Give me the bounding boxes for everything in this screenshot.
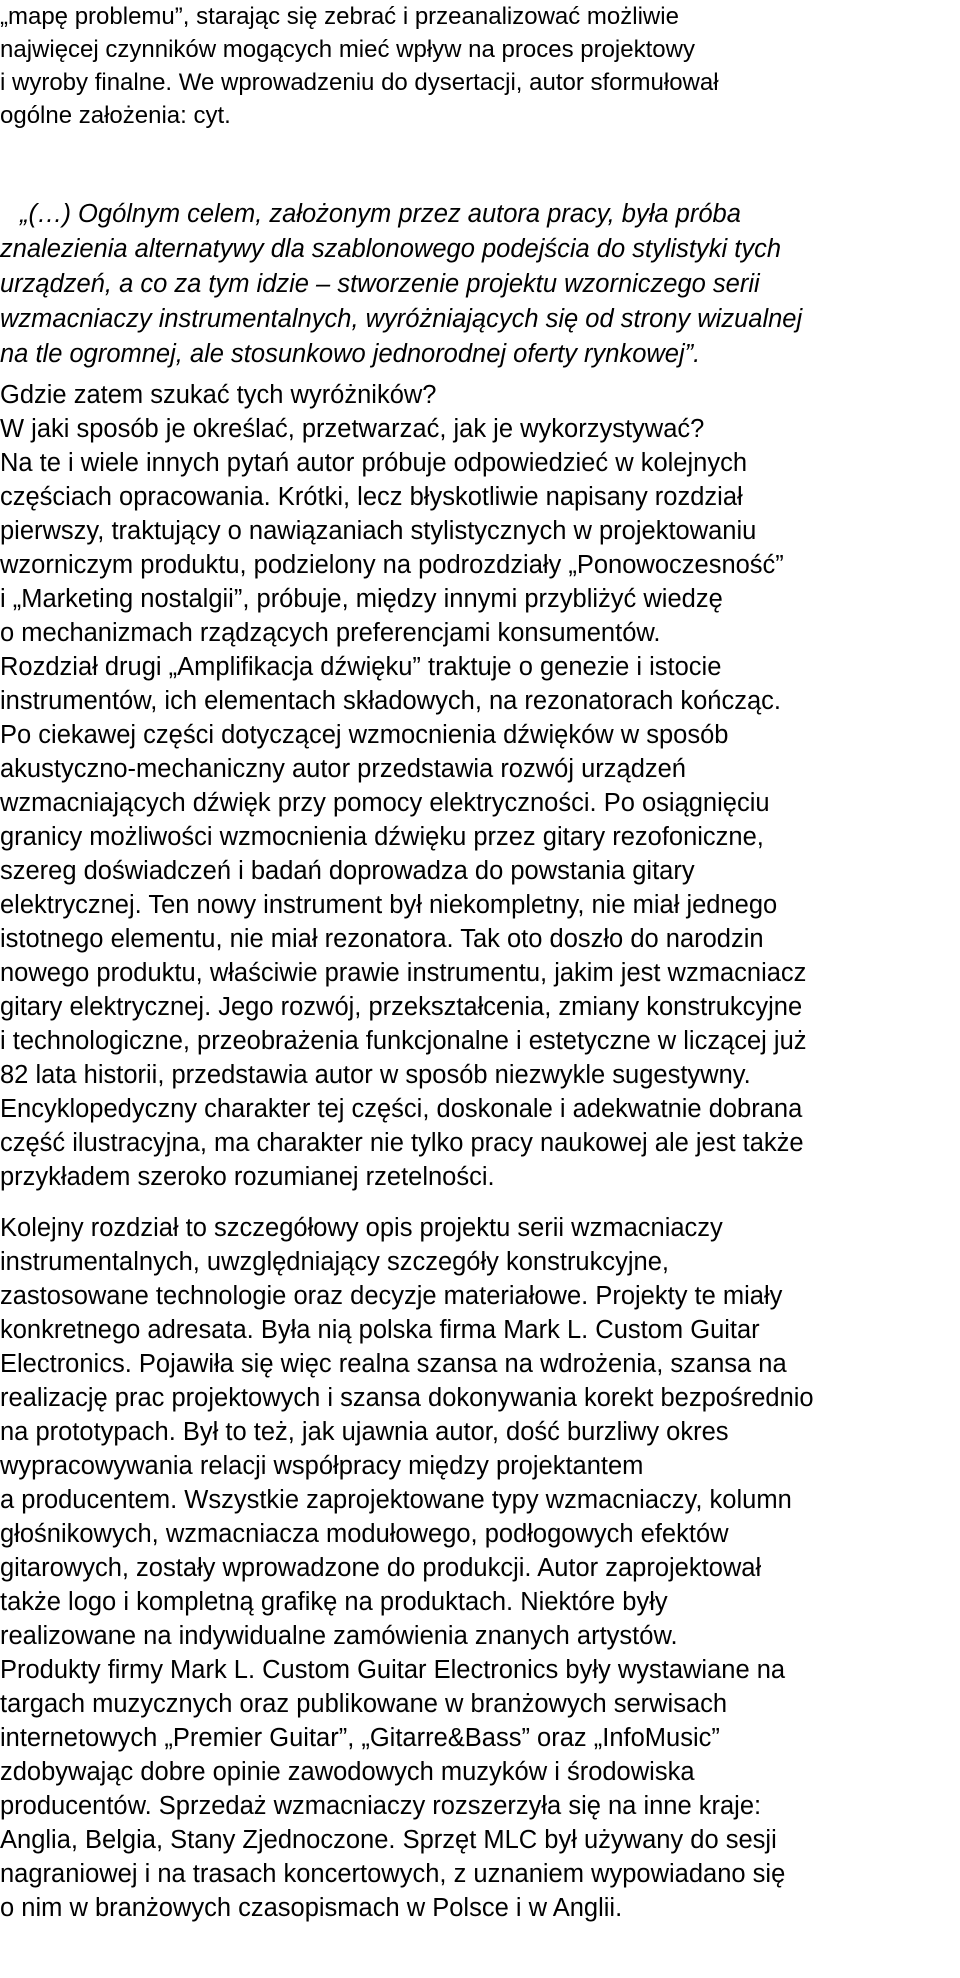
text-line: i wyroby finalne. We wprowadzeniu do dysertacji, autor sformułował bbox=[0, 69, 719, 96]
text-line: o mechanizmach rządzących preferencjami konsumentów. bbox=[0, 619, 661, 647]
text-line: i technologiczne, przeobrażenia funkcjonalne i estetyczne w liczącej już bbox=[0, 1027, 807, 1055]
text-line: elektrycznej. Ten nowy instrument był niekompletny, nie miał jednego bbox=[0, 891, 778, 919]
text-line: 82 lata historii, przedstawia autor w sposób niezwykle sugestywny. bbox=[0, 1061, 751, 1089]
text-line: Electronics. Pojawiła się więc realna szansa na wdrożenia, szansa na bbox=[0, 1350, 787, 1378]
text-line: instrumentalnych, uwzględniający szczegóły konstrukcyjne, bbox=[0, 1248, 669, 1276]
text-line: o nim w branżowych czasopismach w Polsce i w Anglii. bbox=[0, 1894, 623, 1922]
text-line: wzmacniających dźwięk przy pomocy elektryczności. Po osiągnięciu bbox=[0, 789, 770, 817]
text-line: producentów. Sprzedaż wzmacniaczy rozszerzyła się na inne kraje: bbox=[0, 1792, 762, 1820]
text-line: nagraniowej i na trasach koncertowych, z uznaniem wypowiadano się bbox=[0, 1860, 786, 1888]
text-line: „mapę problemu”, starając się zebrać i przeanalizować możliwie bbox=[0, 3, 679, 30]
text-line: Na te i wiele innych pytań autor próbuje odpowiedzieć w kolejnych bbox=[0, 449, 748, 477]
text-line: ogólne założenia: cyt. bbox=[0, 102, 231, 129]
project-paragraph bbox=[0, 1211, 814, 1925]
text-line: znalezienia alternatywy dla szablonowego podejścia do stylistyki tych bbox=[0, 235, 781, 263]
intro-paragraph bbox=[0, 0, 719, 132]
text-line: Rozdział drugi „Amplifikacja dźwięku” traktuje o genezie i istocie bbox=[0, 653, 722, 681]
text-line: „(…) Ogólnym celem, założonym przez autora pracy, była próba bbox=[20, 200, 741, 228]
text-line: szereg doświadczeń i badań doprowadza do powstania gitary bbox=[0, 857, 695, 885]
text-line: nowego produktu, właściwie prawie instrumentu, jakim jest wzmacniacz bbox=[0, 959, 807, 987]
text-line: zdobywając dobre opinie zawodowych muzyków i środowiska bbox=[0, 1758, 695, 1786]
text-line: pierwszy, traktujący o nawiązaniach stylistycznych w projektowaniu bbox=[0, 517, 757, 545]
analysis-paragraph bbox=[0, 378, 807, 1194]
text-line: wypracowywania relacji współpracy między projektantem bbox=[0, 1452, 644, 1480]
text-line: gitarowych, zostały wprowadzone do produkcji. Autor zaprojektował bbox=[0, 1554, 762, 1582]
text-line: głośnikowych, wzmacniacza modułowego, podłogowych efektów bbox=[0, 1520, 729, 1548]
text-line: Po ciekawej części dotyczącej wzmocnienia dźwięków w sposób bbox=[0, 721, 729, 749]
text-line: W jaki sposób je określać, przetwarzać, jak je wykorzystywać? bbox=[0, 415, 705, 443]
text-line: częściach opracowania. Krótki, lecz błyskotliwie napisany rozdział bbox=[0, 483, 743, 511]
text-line: na tle ogromnej, ale stosunkowo jednorodnej oferty rynkowej”. bbox=[0, 340, 701, 368]
text-line: akustyczno-mechaniczny autor przedstawia rozwój urządzeń bbox=[0, 755, 686, 783]
text-line: wzmacniaczy instrumentalnych, wyróżniających się od strony wizualnej bbox=[0, 305, 803, 333]
text-line: część ilustracyjna, ma charakter nie tylko pracy naukowej ale jest także bbox=[0, 1129, 804, 1157]
quote-paragraph bbox=[0, 197, 803, 372]
text-line: istotnego elementu, nie miał rezonatora. Tak oto doszło do narodzin bbox=[0, 925, 764, 953]
text-line: także logo i kompletną grafikę na produktach. Niektóre były bbox=[0, 1588, 668, 1616]
text-line: a producentem. Wszystkie zaprojektowane typy wzmacniaczy, kolumn bbox=[0, 1486, 792, 1514]
text-line: realizację prac projektowych i szansa dokonywania korekt bezpośrednio bbox=[0, 1384, 814, 1412]
text-line: wzorniczym produktu, podzielony na podrozdziały „Ponowoczesność” bbox=[0, 551, 784, 579]
text-line: Anglia, Belgia, Stany Zjednoczone. Sprzęt MLC był używany do sesji bbox=[0, 1826, 777, 1854]
text-line: najwięcej czynników mogących mieć wpływ na proces projektowy bbox=[0, 36, 695, 63]
text-line: zastosowane technologie oraz decyzje materiałowe. Projekty te miały bbox=[0, 1282, 783, 1310]
text-line: na prototypach. Był to też, jak ujawnia autor, dość burzliwy okres bbox=[0, 1418, 729, 1446]
text-line: Kolejny rozdział to szczegółowy opis projektu serii wzmacniaczy bbox=[0, 1214, 723, 1242]
text-line: Gdzie zatem szukać tych wyróżników? bbox=[0, 381, 437, 409]
text-line: instrumentów, ich elementach składowych, na rezonatorach kończąc. bbox=[0, 687, 781, 715]
text-line: i „Marketing nostalgii”, próbuje, między innymi przybliżyć wiedzę bbox=[0, 585, 723, 613]
text-line: granicy możliwości wzmocnienia dźwięku przez gitary rezofoniczne, bbox=[0, 823, 764, 851]
text-line: Produkty firmy Mark L. Custom Guitar Electronics były wystawiane na bbox=[0, 1656, 786, 1684]
text-line: przykładem szeroko rozumianej rzetelności. bbox=[0, 1163, 495, 1191]
text-line: konkretnego adresata. Była nią polska firma Mark L. Custom Guitar bbox=[0, 1316, 760, 1344]
text-line: gitary elektrycznej. Jego rozwój, przekształcenia, zmiany konstrukcyjne bbox=[0, 993, 803, 1021]
text-line: targach muzycznych oraz publikowane w branżowych serwisach bbox=[0, 1690, 728, 1718]
text-line: Encyklopedyczny charakter tej części, doskonale i adekwatnie dobrana bbox=[0, 1095, 803, 1123]
text-line: realizowane na indywidualne zamówienia znanych artystów. bbox=[0, 1622, 678, 1650]
text-line: internetowych „Premier Guitar”, „Gitarre&Bass” oraz „InfoMusic” bbox=[0, 1724, 720, 1752]
text-line: urządzeń, a co za tym idzie – stworzenie projektu wzorniczego serii bbox=[0, 270, 760, 298]
